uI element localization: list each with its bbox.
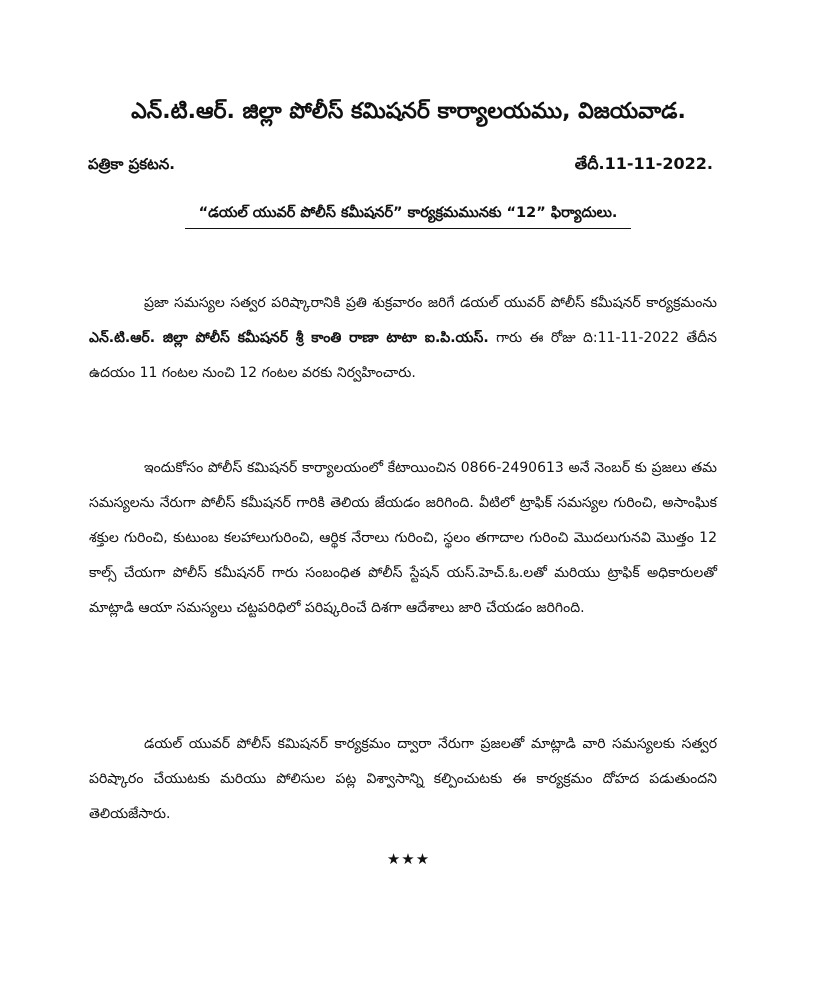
paragraph-2: ఇందుకోసం పోలీస్ కమిషనర్ కార్యాలయంలో కేటాయించిన 0866-2490613 అనే నెంబర్ కు ప్రజలు తమ సమస్యలను నేరుగా పోలీస్ కమీషనర్ గారికి తెలియ జేయడం జరిగింది. వీటిలో ట్రాఫిక్ సమస్యల గురించి, అసాంఘిక శక్తుల గురించి, కుటుంబ కలహాలుగురించి, ఆర్థిక నేరాలు గురించి, స్థలం తగాదాల గురించి మొదలుగునవి మొత్తం 12 కాల్స్ చేయగా పోలీస్ కమీషనర్ గారు సంబంధిత పోలీస్ స్టేషన్ యస్.హెచ్.ఓ.లతో మరియు ట్రాఫిక్ అధికారులతో మాట్లాడి ఆయా సమస్యలు చట్టపరిధిలో పరిష్కరించే దిశగా ఆదేశాలు జారి చేయడం జరిగింది. xyxy=(89,460,717,616)
paragraph-3: డయల్ యువర్ పోలీస్ కమిషనర్ కార్యక్రమం ద్వారా నేరుగా ప్రజలతో మాట్లాడి వారి సమస్యలకు సత్వర పరిష్కారం చేయుటకు మరియు పోలిసుల పట్ల విశ్వాసాన్ని కల్పించుటకు ఈ కార్యక్రమం దోహద పడుతుందని తెలియజేసారు. xyxy=(89,736,717,822)
end-stars: ★★★ xyxy=(386,850,431,868)
release-date: తేదీ.11-11-2022. xyxy=(574,154,713,173)
paragraph-1 xyxy=(89,286,717,391)
paragraph-1-text-a: ప్రజా సమస్యల సత్వర పరిష్కారానికి ప్రతి శుక్రవారం జరిగే డయల్ యువర్ పోలీస్ కమీషనర్ కార్యక్రమంను xyxy=(144,295,717,311)
commissioner-name: ఎన్.టి.ఆర్. జిల్లా పోలీస్ కమీషనర్ శ్రీ కాంతి రాణా టాటా ఐ.పి.యస్. xyxy=(89,330,489,346)
subject-line: “డయల్ యువర్ పోలీస్ కమీషనర్” కార్యక్రమమునకు “12” ఫిర్యాదులు. xyxy=(185,202,631,229)
paragraph-1-text-b: గారు ఈ రోజు ది:11-11-2022 తేదీన ఉదయం 11 గంటల నుంచి 12 గంటల వరకు నిర్వహించారు. xyxy=(89,330,717,381)
office-title: ఎన్.టి.ఆర్. జిల్లా పోలీస్ కమిషనర్ కార్యాలయము, విజయవాడ. xyxy=(131,99,686,124)
press-release-label: పత్రికా ప్రకటన. xyxy=(88,155,175,173)
